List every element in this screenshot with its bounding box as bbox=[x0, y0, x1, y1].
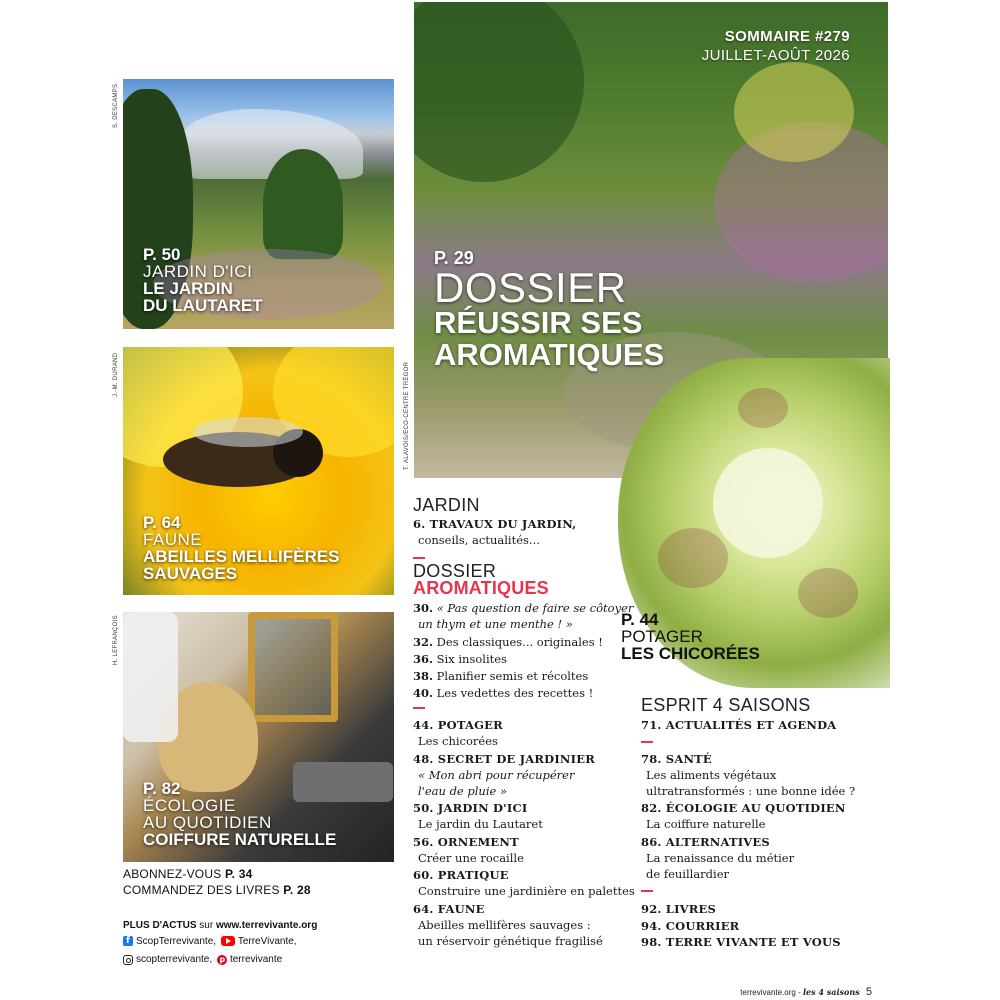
pinterest-icon bbox=[217, 955, 227, 965]
section-title-jardin: JARDIN bbox=[413, 495, 480, 515]
toc-entry-desc: conseils, actualités... bbox=[418, 533, 540, 548]
section-subtitle-aromatiques: AROMATIQUES bbox=[413, 578, 549, 598]
toc-entry-head: 6. TRAVAUX DU JARDIN, bbox=[413, 517, 577, 531]
toc-entry-head: 48. SECRET DE JARDINIER bbox=[413, 752, 595, 766]
chicoree-rubric: POTAGER bbox=[621, 627, 703, 646]
actus-sur: sur bbox=[199, 920, 214, 931]
toc-entry-desc: « Mon abri pour récupérer bbox=[418, 768, 575, 783]
dossier-title: AROMATIQUES bbox=[434, 337, 665, 373]
toc-entry-32[interactable] bbox=[413, 634, 603, 650]
toc-entry-num: 38. bbox=[413, 669, 434, 683]
toc-entry-desc: La renaissance du métier bbox=[646, 851, 795, 866]
toc-entry-desc: Créer une rocaille bbox=[418, 851, 524, 866]
order-books-link[interactable] bbox=[123, 883, 311, 897]
dossier-title: RÉUSSIR SES bbox=[434, 304, 643, 340]
toc-entry-78[interactable] bbox=[641, 751, 855, 799]
toc-entry-40[interactable] bbox=[413, 685, 593, 701]
toc-entry-48[interactable] bbox=[413, 751, 595, 799]
dossier-caption bbox=[434, 248, 664, 372]
section-title-esprit: ESPRIT 4 SAISONS bbox=[641, 695, 811, 715]
section-divider bbox=[413, 707, 425, 709]
order-books-page: P. 28 bbox=[283, 883, 311, 897]
photo-abeilles[interactable] bbox=[123, 347, 394, 595]
toc-entry-64[interactable] bbox=[413, 901, 603, 949]
page-number: 5 bbox=[865, 986, 872, 998]
toc-entry-desc: Le jardin du Lautaret bbox=[418, 817, 543, 832]
section-divider bbox=[413, 557, 425, 559]
toc-entry-head: 44. POTAGER bbox=[413, 718, 503, 732]
feature-page: P. 50 bbox=[143, 245, 181, 264]
feature-page: P. 82 bbox=[143, 779, 181, 798]
toc-entry-text: Les vedettes des recettes ! bbox=[436, 686, 594, 700]
toc-entry-56[interactable] bbox=[413, 834, 524, 866]
issue-date: JUILLET-AOÛT 2026 bbox=[701, 47, 850, 64]
toc-entry-desc: Les chicorées bbox=[418, 734, 498, 749]
photo-credit-hair: H. LEFRANÇOIS bbox=[113, 615, 119, 665]
toc-entry-head: 78. SANTÉ bbox=[641, 752, 712, 766]
toc-entry-desc: Construire une jardinière en palettes bbox=[418, 884, 635, 899]
toc-entry-head: 71. ACTUALITÉS ET AGENDA bbox=[641, 718, 837, 732]
pinterest-link[interactable] bbox=[217, 952, 282, 968]
subscribe-text: ABONNEZ-VOUS bbox=[123, 867, 222, 881]
toc-entry-desc: Abeilles mellifères sauvages : bbox=[418, 918, 591, 933]
facebook-handle: ScopTerrevivante, bbox=[136, 935, 217, 947]
youtube-link[interactable] bbox=[221, 934, 297, 950]
toc-entry-6[interactable] bbox=[413, 516, 576, 548]
toc-entry-71[interactable] bbox=[641, 717, 836, 733]
toc-entry-num: 36. bbox=[413, 652, 434, 666]
toc-entry-text: Planifier semis et récoltes bbox=[436, 669, 589, 683]
issue-header bbox=[702, 28, 850, 64]
feature-rubric: AU QUOTIDIEN bbox=[143, 813, 272, 832]
toc-entry-head: 94. COURRIER bbox=[641, 919, 740, 933]
folio-magazine: les 4 saisons bbox=[802, 987, 860, 997]
toc-entry-desc: de feuillardier bbox=[646, 867, 730, 882]
photo-jardin-lautaret[interactable] bbox=[123, 79, 394, 329]
photo-credit-dossier: T. ALAVOIS/ECO-CENTRE TRÉGOR bbox=[404, 361, 410, 470]
toc-entry-desc: Les aliments végétaux bbox=[646, 768, 777, 783]
toc-entry-98[interactable] bbox=[641, 934, 841, 950]
toc-entry-60[interactable] bbox=[413, 867, 635, 899]
toc-entry-head: 56. ORNEMENT bbox=[413, 835, 519, 849]
feature-title: COIFFURE NATURELLE bbox=[143, 830, 337, 849]
toc-entry-head: 82. ÉCOLOGIE AU QUOTIDIEN bbox=[641, 801, 846, 815]
section-title-dossier: DOSSIER bbox=[413, 561, 497, 581]
toc-entry-head: 98. TERRE VIVANTE ET VOUS bbox=[641, 935, 841, 949]
dossier-page: P. 29 bbox=[434, 248, 474, 268]
subscribe-link[interactable] bbox=[123, 867, 252, 881]
toc-entry-desc: un réservoir génétique fragilisé bbox=[418, 934, 603, 949]
section-divider bbox=[641, 890, 653, 892]
toc-entry-desc: La coiffure naturelle bbox=[646, 817, 766, 832]
youtube-icon bbox=[221, 936, 235, 946]
instagram-handle: scopterrevivante, bbox=[136, 953, 213, 965]
photo-coiffure[interactable] bbox=[123, 612, 394, 862]
toc-entry-text: Des classiques... originales ! bbox=[436, 635, 603, 649]
toc-entry-num: 32. bbox=[413, 635, 434, 649]
toc-entry-desc: ultratransformés : une bonne idée ? bbox=[646, 784, 856, 799]
instagram-icon bbox=[123, 955, 133, 965]
toc-entry-92[interactable] bbox=[641, 901, 716, 917]
toc-entry-num: 30. bbox=[413, 601, 434, 615]
section-divider bbox=[641, 741, 653, 743]
chicoree-page: P. 44 bbox=[621, 610, 659, 629]
feature-title: LE JARDIN bbox=[143, 279, 233, 298]
page-folio bbox=[740, 986, 872, 998]
feature-page: P. 64 bbox=[143, 513, 181, 532]
toc-entry-text: « Pas question de faire se côtoyer bbox=[436, 601, 634, 615]
toc-entry-text: Six insolites bbox=[436, 652, 507, 666]
feature-title: SAUVAGES bbox=[143, 564, 238, 583]
photo-credit-bee: J.-M. DURAND bbox=[113, 352, 119, 397]
folio-site: terrevivante.org - bbox=[740, 988, 801, 997]
toc-entry-desc: l'eau de pluie » bbox=[418, 784, 508, 799]
toc-entry-44[interactable] bbox=[413, 717, 503, 749]
toc-entry-82[interactable] bbox=[641, 800, 846, 832]
social-block bbox=[123, 918, 317, 970]
feature-rubric: FAUNE bbox=[143, 530, 203, 549]
chicoree-title: LES CHICORÉES bbox=[621, 644, 760, 663]
toc-entry-text: un thym et une menthe ! » bbox=[418, 617, 573, 632]
toc-entry-num: 40. bbox=[413, 686, 434, 700]
toc-entry-head: 86. ALTERNATIVES bbox=[641, 835, 770, 849]
actus-lead: PLUS D'ACTUS bbox=[123, 920, 197, 931]
toc-entry-38[interactable] bbox=[413, 668, 588, 684]
feature-rubric: ÉCOLOGIE bbox=[143, 796, 236, 815]
toc-entry-head: 92. LIVRES bbox=[641, 902, 717, 916]
feature-title: ABEILLES MELLIFÈRES bbox=[143, 547, 340, 566]
instagram-link[interactable] bbox=[123, 952, 212, 968]
toc-entry-30[interactable] bbox=[413, 600, 633, 632]
toc-entry-head: 50. JARDIN D'ICI bbox=[413, 801, 528, 815]
feature-rubric: JARDIN D'ICI bbox=[143, 262, 253, 281]
order-books-text: COMMANDEZ DES LIVRES bbox=[123, 883, 280, 897]
toc-entry-50[interactable] bbox=[413, 800, 543, 832]
dossier-rubric: DOSSIER bbox=[434, 264, 627, 311]
subscribe-page: P. 34 bbox=[224, 867, 253, 881]
toc-entry-86[interactable] bbox=[641, 834, 794, 882]
photo-credit-alps: S. DESCAMPS bbox=[113, 83, 119, 128]
facebook-icon bbox=[123, 936, 133, 946]
chicoree-caption bbox=[621, 611, 760, 662]
issue-number: SOMMAIRE #279 bbox=[724, 28, 850, 45]
feature-title: DU LAUTARET bbox=[143, 296, 263, 315]
website-link[interactable]: www.terrevivante.org bbox=[215, 920, 318, 931]
youtube-handle: TerreVivante, bbox=[237, 935, 297, 947]
pinterest-handle: terrevivante bbox=[229, 953, 283, 965]
toc-entry-head: 60. PRATIQUE bbox=[413, 868, 509, 882]
toc-entry-head: 64. FAUNE bbox=[413, 902, 485, 916]
toc-entry-94[interactable] bbox=[641, 918, 739, 934]
toc-entry-36[interactable] bbox=[413, 651, 507, 667]
facebook-link[interactable] bbox=[123, 934, 216, 950]
